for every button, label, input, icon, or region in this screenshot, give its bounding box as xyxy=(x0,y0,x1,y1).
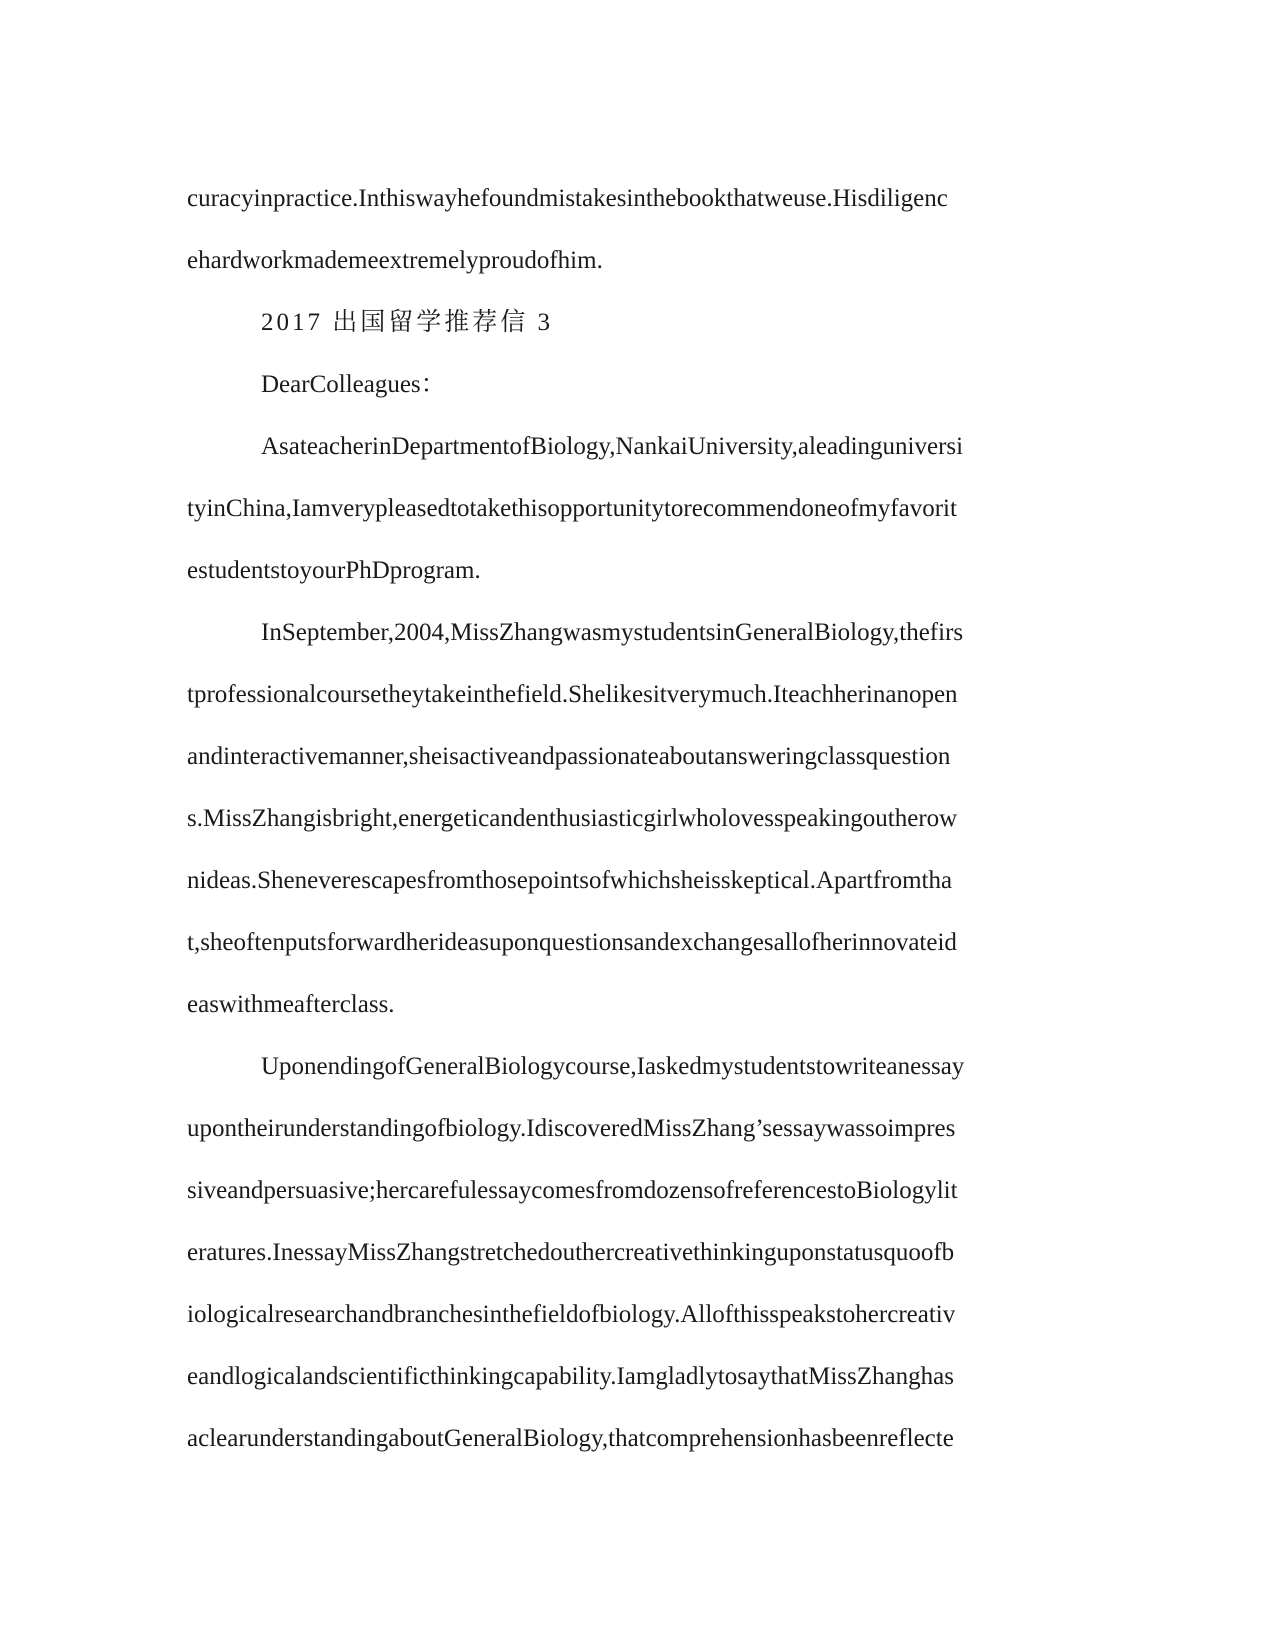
letter-heading: 2017 出国留学推荐信 3 xyxy=(261,309,554,336)
salutation: DearColleagues： xyxy=(261,371,446,398)
text-line: s.MissZhangisbright,energeticandenthusiasticgirlwholovesspeakingoutherow xyxy=(187,805,958,832)
text-line: eratures.InessayMissZhangstretchedouthercreativethinkinguponstatusquoofb xyxy=(187,1239,955,1266)
text-line: AsateacherinDepartmentofBiology,NankaiUniversity,aleadinguniversi xyxy=(261,433,964,460)
text-line: InSeptember,2004,MissZhangwasmystudentsinGeneralBiology,thefirs xyxy=(261,619,964,646)
text-line: aclearunderstandingaboutGeneralBiology,thatcomprehensionhasbeenreflecte xyxy=(187,1425,954,1452)
text-line: eandlogicalandscientificthinkingcapability.IamgladlytosaythatMissZhanghas xyxy=(187,1363,954,1390)
text-line: iologicalresearchandbranchesinthefieldofbiology.Allofthisspeakstohercreativ xyxy=(187,1301,956,1328)
text-line: t,sheoftenputsforwardherideasuponquestionsandexchangesallofherinnovateid xyxy=(187,929,957,956)
document-body xyxy=(187,168,1087,1470)
text-line: UponendingofGeneralBiologycourse,Iaskedmystudentstowriteanessay xyxy=(261,1053,965,1080)
text-line: estudentstoyourPhDprogram. xyxy=(187,557,481,584)
text-line: tyinChina,Iamverypleasedtotakethisopportunitytorecommendoneofmyfavorit xyxy=(187,495,957,522)
text-line: nideas.Sheneverescapesfromthosepointsofwhichsheisskeptical.Apartfromtha xyxy=(187,867,953,894)
text-line: upontheirunderstandingofbiology.IdiscoveredMissZhang’sessaywassoimpres xyxy=(187,1115,956,1142)
text-line: tprofessionalcoursetheytakeinthefield.Shelikesitverymuch.Iteachherinanopen xyxy=(187,681,958,708)
text-line: curacyinpractice.Inthiswayhefoundmistakesinthebookthatweuse.Hisdiligenc xyxy=(187,185,948,212)
text-line: easwithmeafterclass. xyxy=(187,991,395,1018)
text-line: siveandpersuasive;hercarefulessaycomesfromdozensofreferencestoBiologylit xyxy=(187,1177,958,1204)
text-line: andinteractivemanner,sheisactiveandpassionateaboutansweringclassquestion xyxy=(187,743,951,770)
text-line: ehardworkmademeextremelyproudofhim. xyxy=(187,247,603,274)
